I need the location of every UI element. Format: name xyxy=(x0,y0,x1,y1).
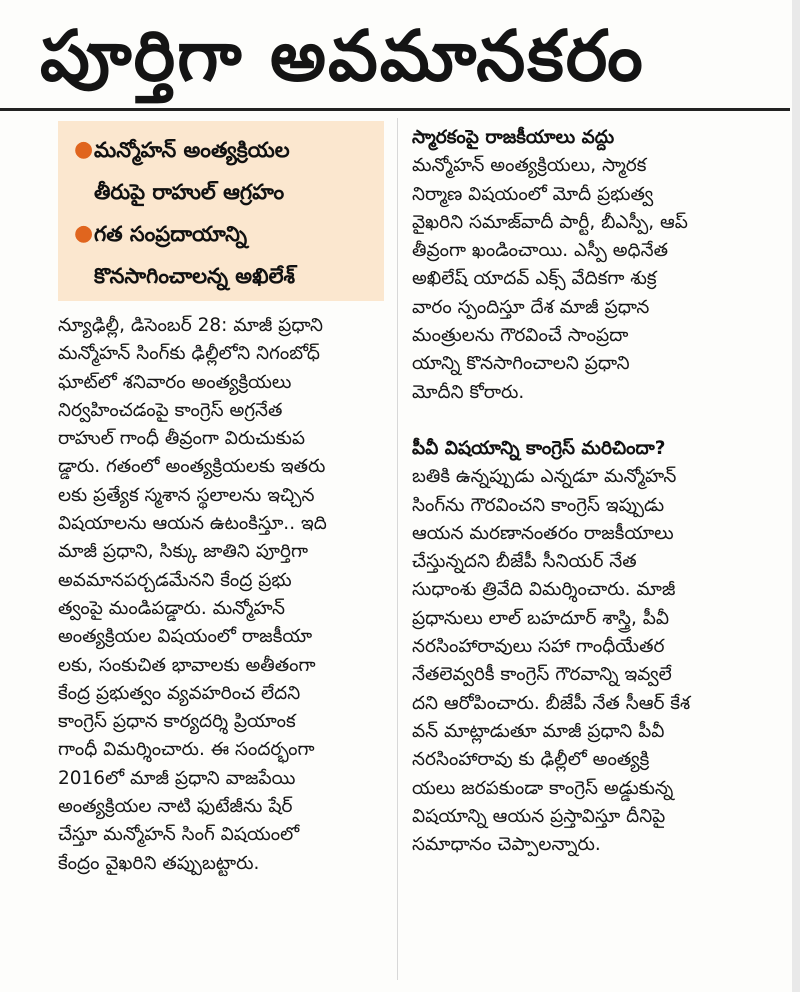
body-line: నిర్వహించడంపై కాంగ్రెస్ అగ్రనేత xyxy=(58,399,283,421)
body-line: లకు ప్రత్యేక స్మశాన స్థలాలను ఇచ్చిన xyxy=(58,484,315,506)
column-divider xyxy=(397,118,398,980)
body-line: వన్ మాట్లాడుతూ మాజీ ప్రధాని పీవీ xyxy=(412,720,665,742)
body-line: కాంగ్రెస్ ప్రధాన కార్యదర్శి ప్రియాంక xyxy=(58,711,296,733)
body-line: వైఖరిని సమాజ్‌వాదీ పార్టీ, బీఎస్పీ, ఆప్ xyxy=(412,211,688,233)
body-line: లకు, సంకుచిత భావాలకు అతీతంగా xyxy=(58,654,316,676)
body-line: మంత్రులను గౌరవించే సాంప్రదా xyxy=(412,325,629,347)
body-line: అంత్యక్రియల నాటి ఫుటేజీను షేర్ xyxy=(58,796,293,818)
bullet-icon: ● xyxy=(74,137,94,162)
highlight-text: గత సంప్రదాయాన్ని xyxy=(94,222,248,246)
body-line: అఖిలేష్ యాదవ్ ఎక్స్ వేదికగా శుక్ర xyxy=(412,268,657,290)
section-subhead: స్మారకంపై రాజకీయాలు వద్దు xyxy=(412,127,615,148)
body-line: 2016లో మాజీ ప్రధాని వాజపేయి xyxy=(58,767,296,789)
body-line: యాన్ని కొనసాగించాలని ప్రధాని xyxy=(412,353,630,375)
body-line: మన్మోహన్ అంత్యక్రియలు, స్మారక xyxy=(412,155,647,177)
section-subhead: పీవీ విషయాన్ని కాంగ్రెస్ మరిచిందా? xyxy=(412,437,666,459)
body-line: త్వంపై మండిపడ్డారు. మన్మోహన్ xyxy=(58,597,285,619)
body-line: గాంధీ విమర్శించారు. ఈ సందర్భంగా xyxy=(58,739,315,761)
body-line: ప్రధానులు లాల్ బహదూర్ శాస్త్రి, పీవీ xyxy=(412,607,670,629)
left-column xyxy=(58,312,386,878)
body-line: బతికి ఉన్నప్పుడు ఎన్నడూ మన్మోహన్ xyxy=(412,466,677,488)
highlight-line xyxy=(74,129,374,171)
body-line: వారం స్పందిస్తూ దేశ మాజీ ప్రధాన xyxy=(412,296,650,318)
body-line: నరసింహారావులు సహా గాంధీయేతర xyxy=(412,636,665,658)
body-line: కేంద్రం వైఖరిని తప్పుబట్టారు. xyxy=(58,852,260,874)
highlight-line xyxy=(80,171,374,213)
page-edge xyxy=(792,0,800,992)
body-line: విషయాలను ఆయన ఉటంకిస్తూ.. ఇది xyxy=(58,513,327,535)
body-line: నరసింహారావు కు ఢిల్లీలో అంత్యక్రి xyxy=(412,749,650,771)
highlight-line xyxy=(74,213,374,255)
highlight-text: కొనసాగించాలన్న అఖిలేశ్ xyxy=(94,264,296,288)
body-line: న్యూఢిల్లీ, డిసెంబర్ 28: మాజీ ప్రధాని xyxy=(58,315,323,336)
right-column xyxy=(412,124,742,859)
body-line: ఘాట్‌లో శనివారం అంత్యక్రియలు xyxy=(58,371,292,393)
body-line: అంత్యక్రియల విషయంలో రాజకీయా xyxy=(58,626,313,648)
body-line: సింగ్‌ను గౌరవించని కాంగ్రెస్ ఇప్పుడు xyxy=(412,494,665,516)
body-line: ఆయన మరణానంతరం రాజకీయాలు xyxy=(412,522,674,544)
body-line: చేస్తూ మన్మోహన్ సింగ్ విషయంలో xyxy=(58,824,300,846)
body-line: కేంద్ర ప్రభుత్వం వ్యవహరించ లేదని xyxy=(58,682,301,704)
highlight-line xyxy=(80,255,374,297)
body-line: నిర్మాణ విషయంలో మోదీ ప్రభుత్వ xyxy=(412,183,654,205)
body-line: అవమానపర్చడమేనని కేంద్ర ప్రభు xyxy=(58,569,292,591)
body-line: చేస్తున్నదని బీజేపీ సీనియర్ నేత xyxy=(412,551,637,573)
body-line: మోదీని కోరారు. xyxy=(412,381,525,403)
headline-rule xyxy=(0,108,790,111)
bullet-icon: ● xyxy=(74,221,94,246)
highlight-text: తీరుపై రాహుల్ ఆగ్రహం xyxy=(94,180,285,204)
body-line: తీవ్రంగా ఖండించాయి. ఎస్పీ అధినేత xyxy=(412,240,668,262)
body-line: దని ఆరోపించారు. బీజేపీ నేత సీఆర్ కేశ xyxy=(412,692,691,714)
body-line: యలు జరపకుండా కాంగ్రెస్ అడ్డుకున్న xyxy=(412,777,674,799)
headline: పూర్తిగా అవమానకరం xyxy=(40,15,645,97)
body-line: మన్మోహన్ సింగ్‌కు ఢిల్లీలోని నిగంబోధ్ xyxy=(58,343,320,365)
highlights-box xyxy=(58,121,384,301)
body-line: రాహుల్ గాంధీ తీవ్రంగా విరుచుకుప xyxy=(58,428,306,450)
section-gap xyxy=(412,407,742,435)
body-line: డ్డారు. గతంలో అంత్యక్రియలకు ఇతరు xyxy=(58,456,326,478)
body-line: మాజీ ప్రధాని, సిక్కు జాతిని పూర్తిగా xyxy=(58,541,308,563)
body-line: నేతలెవ్వరికీ కాంగ్రెస్ గౌరవాన్ని ఇవ్వలే xyxy=(412,664,672,686)
body-line: సమాధానం చెప్పాలన్నారు. xyxy=(412,834,601,856)
highlight-text: మన్మోహన్ అంత్యక్రియల xyxy=(94,138,290,162)
body-line: విషయాన్ని ఆయన ప్రస్తావిస్తూ దీనిపై xyxy=(412,805,666,827)
body-line: సుధాంశు త్రివేది విమర్శించారు. మాజీ xyxy=(412,579,676,601)
